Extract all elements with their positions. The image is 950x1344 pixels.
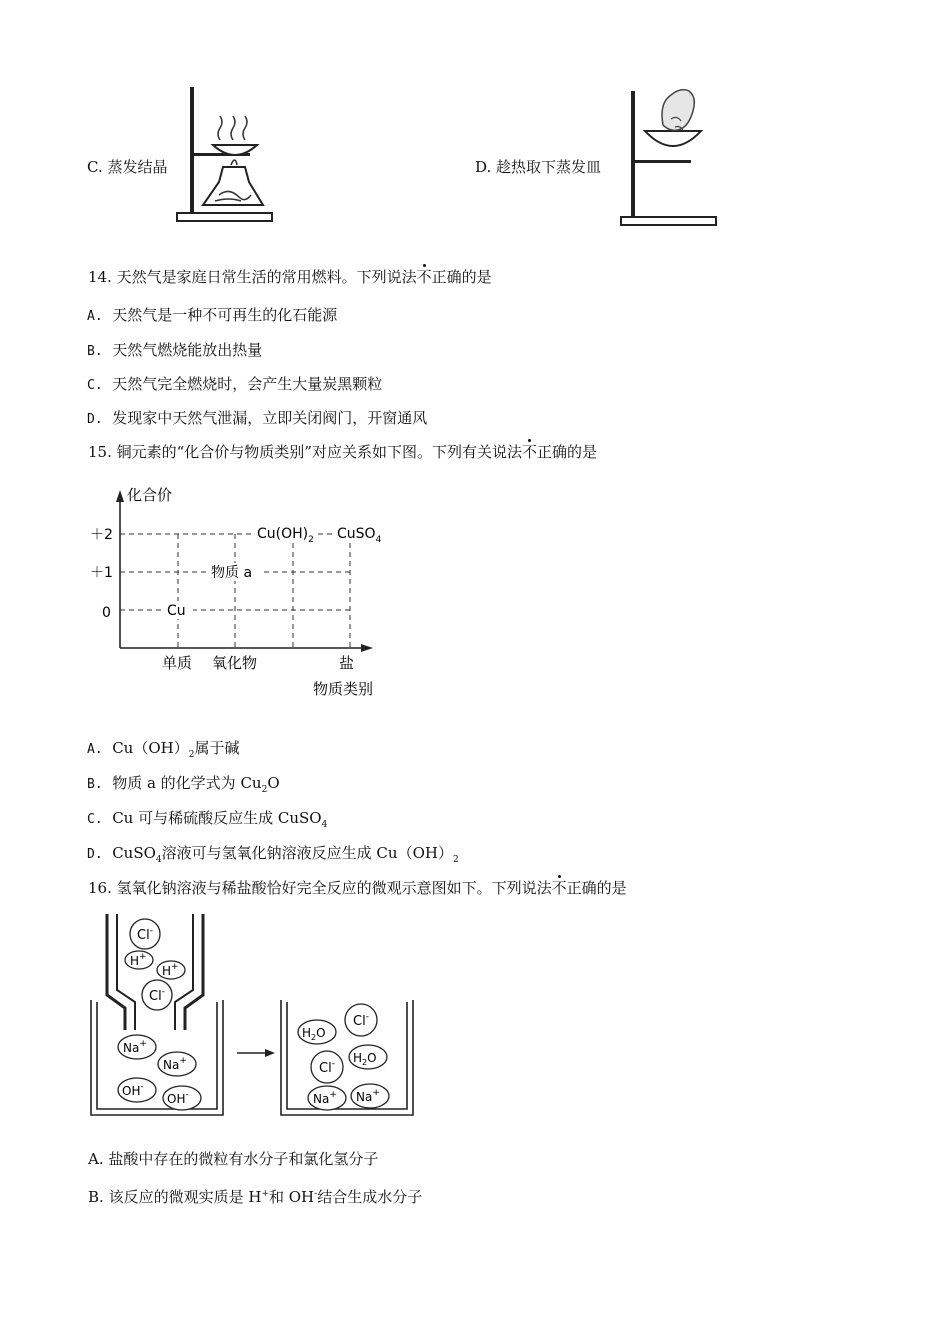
q16-stem — [88, 878, 627, 898]
q15-stem-text: 15. 铜元素的“化合价与物质类别”对应关系如下图。下列有关说法 — [88, 443, 522, 461]
subscript: 4 — [321, 820, 328, 830]
option-text-mid: 溶液可与氢氧化钠溶液反应生成 Cu（OH） — [161, 844, 453, 862]
particle-h2o — [349, 1045, 387, 1069]
particle-na — [351, 1084, 389, 1108]
option-letter: B. — [88, 1188, 104, 1206]
option-text: 天然气完全燃烧时，会产生大量炭黑颗粒 — [112, 375, 383, 393]
option-text: Cu（OH） — [112, 739, 189, 757]
option-text: CuSO — [112, 844, 156, 862]
x-tick-oxide: 氧化物 — [212, 654, 258, 672]
option-letter: A. — [88, 1150, 104, 1168]
option-letter: A. — [87, 742, 103, 757]
svg-text:OH-: OH- — [122, 1082, 144, 1098]
q14-option-a — [87, 305, 337, 327]
particle-oh — [118, 1078, 156, 1102]
y-tick-zero: 0 — [102, 605, 111, 621]
x-tick-element: 单质 — [162, 654, 193, 672]
q15-option-c — [87, 808, 327, 835]
svg-text:Cl-: Cl- — [319, 1059, 335, 1076]
option-text-end: 属于碱 — [194, 739, 240, 757]
evaporation-apparatus-figure — [175, 85, 275, 225]
q14-stem — [88, 267, 492, 287]
x-axis-arrow — [361, 644, 373, 652]
option-text-mid: 和 OH — [268, 1188, 315, 1206]
option-text: 天然气燃烧能放出热量 — [112, 341, 263, 359]
particle-cl — [345, 1004, 377, 1036]
option-letter: D. — [87, 412, 103, 427]
y-tick-plus1: ＋1 — [90, 565, 113, 581]
q14-emphasis-char: 不 — [416, 268, 432, 286]
option-text-end: O — [267, 774, 280, 792]
option-text: 该反应的微观实质是 H — [108, 1188, 262, 1206]
y-axis-label: 化合价 — [127, 486, 173, 504]
subscript: 4 — [155, 855, 162, 865]
q14-stem-text: 14. 天然气是家庭日常生活的常用燃料。下列说法 — [88, 268, 417, 286]
remove-dish-apparatus-figure — [615, 85, 720, 230]
svg-text:Cl-: Cl- — [137, 926, 153, 943]
point-cu: Cu — [167, 603, 186, 619]
point-cuso4: CuSO$_4$ — [337, 526, 382, 545]
svg-text:Cl-: Cl- — [149, 987, 165, 1004]
svg-text:H2O: $H_2O$ — [353, 1051, 377, 1067]
option-d-label: D. 趁热取下蒸发皿 — [475, 158, 602, 176]
svg-text:Cl-: Cl- — [353, 1012, 369, 1029]
x-axis-label: 物质类别 — [313, 680, 374, 698]
q16-stem-end: 正确的是 — [566, 879, 627, 897]
option-letter: C. — [87, 378, 103, 393]
option-text: 发现家中天然气泄漏，立即关闭阀门，开窗通风 — [112, 409, 428, 427]
option-text: 物质 a 的化学式为 Cu — [112, 774, 262, 792]
q14-stem-end: 正确的是 — [431, 268, 492, 286]
svg-text:Na+: Na+ — [356, 1088, 380, 1104]
q14-option-b — [87, 340, 262, 362]
svg-text:H2O: $H_2O$ — [302, 1026, 326, 1042]
particle-cl — [130, 919, 160, 949]
option-text-end: 结合生成水分子 — [317, 1188, 423, 1206]
option-letter: A. — [87, 309, 103, 324]
svg-text:OH-: OH- — [167, 1090, 189, 1106]
option-c-label: C. 蒸发结晶 — [87, 158, 168, 176]
option-letter: B. — [87, 344, 103, 359]
option-text: 盐酸中存在的微粒有水分子和氯化氢分子 — [108, 1150, 379, 1168]
option-letter: B. — [87, 777, 103, 792]
particle-na — [158, 1052, 196, 1076]
option-letter: C. — [87, 812, 103, 827]
particle-h — [157, 961, 185, 979]
q16-stem-text: 16. 氢氧化钠溶液与稀盐酸恰好完全反应的微观示意图如下。下列说法 — [88, 879, 552, 897]
particle-h2o — [298, 1020, 336, 1044]
svg-text:H+: H+ — [130, 952, 147, 968]
subscript: 2 — [188, 750, 195, 760]
q16-emphasis-char: 不 — [551, 879, 567, 897]
svg-text:H+: H+ — [162, 962, 179, 978]
option-text: 天然气是一种不可再生的化石能源 — [112, 306, 338, 324]
particle-cl — [311, 1051, 343, 1083]
superscript: + — [261, 1189, 269, 1199]
particle-h — [125, 951, 153, 969]
particle-na — [308, 1086, 346, 1110]
point-substance-a: 物质 a — [211, 565, 253, 581]
x-tick-salt: 盐 — [339, 654, 355, 672]
subscript: 2 — [452, 855, 459, 865]
subscript: 2 — [261, 785, 268, 795]
svg-text:Na+: Na+ — [163, 1056, 187, 1072]
q15-option-d — [87, 843, 459, 870]
particle-oh — [163, 1086, 201, 1110]
y-axis-arrow — [116, 490, 124, 502]
neutralization-micro-diagram — [85, 910, 425, 1125]
superscript: - — [314, 1189, 318, 1199]
q15-stem — [88, 442, 597, 462]
valence-category-chart — [85, 480, 405, 705]
q15-emphasis-char: 不 — [521, 443, 537, 461]
option-letter: D. — [87, 847, 103, 862]
particle-na — [118, 1035, 156, 1059]
q15-option-b — [87, 773, 280, 800]
q14-option-c — [87, 374, 382, 396]
particle-cl — [142, 980, 172, 1010]
q15-stem-end: 正确的是 — [536, 443, 597, 461]
svg-text:Na+: Na+ — [313, 1090, 337, 1106]
q15-option-a — [87, 738, 239, 765]
q16-option-a — [88, 1149, 378, 1169]
option-text: Cu 可与稀硫酸反应生成 CuSO — [112, 809, 322, 827]
q14-option-d — [87, 408, 427, 430]
y-tick-plus2: ＋2 — [90, 527, 113, 543]
q16-option-b — [88, 1184, 422, 1207]
svg-text:Na+: Na+ — [123, 1039, 147, 1055]
point-cuoh2: $Cu(OH)_2$ — [257, 526, 314, 545]
